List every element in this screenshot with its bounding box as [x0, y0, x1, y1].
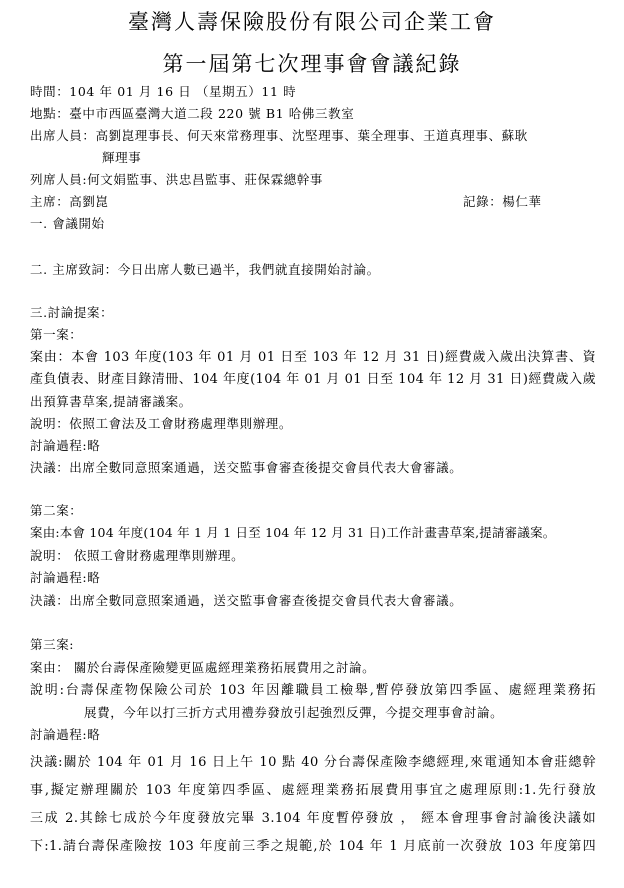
case3-resolution-2: 事,擬定辦理關於 103 年度第四季區、處經理業務拓展費用事宜之處理原則:1.先行發放: [30, 783, 596, 798]
section-1: 一. 會議開始: [30, 216, 105, 231]
case2-resolution: 決議：出席全數同意照案通過，送交監事會審查後提交會員代表大會審議。: [30, 593, 463, 608]
case2-process: 討論過程:略: [30, 570, 101, 585]
case3-resolution-1: 決議:關於 104 年 01 月 16 日上午 10 點 40 分台壽保產險李總經理,來電通知本會莊總幹: [30, 755, 596, 770]
case3-heading: 第三案:: [30, 637, 75, 652]
case2-reason: 案由:本會 104 年度(104 年 1 月 1 日至 104 年 12 月 31 日)工作計畫書草案,提請審議案。: [30, 525, 556, 540]
org-title: 臺灣人壽保險股份有限公司企業工會: [128, 10, 496, 34]
case3-resolution-4: 下:1.請台壽保產險按 103 年度前三季之規範,於 104 年 1 月底前一次發放 103 年度第四: [30, 839, 596, 854]
observers-line: 列席人員:何文娟監事、洪忠昌監事、莊保霖總幹事: [30, 172, 324, 187]
chair-line: 主席：高劉崑: [30, 194, 109, 209]
case3-resolution-3: 三成 2.其餘七成於今年度發放完畢 3.104 年度暫停發放 ， 經本會理事會討論後決議如: [30, 811, 596, 826]
case1-reason-3: 出預算書草案,提請審議案。: [30, 394, 192, 409]
section-3: 三.討論提案：: [30, 305, 114, 320]
case1-process: 討論過程:略: [30, 438, 101, 453]
case3-explain-2: 展費，今年以打三折方式用禮券發放引起強烈反彈，今提交理事會討論。: [84, 705, 504, 720]
case1-reason-1: 案由：本會 103 年度(103 年 01 月 01 日至 103 年 12 月 31 日)經費歲入歲出決算書、資: [30, 350, 596, 365]
case3-process: 討論過程:略: [30, 727, 101, 742]
case1-heading: 第一案：: [30, 327, 83, 342]
meeting-title: 第一屆第七次理事會會議紀錄: [162, 52, 462, 76]
case2-heading: 第二案：: [30, 503, 83, 518]
meeting-place: 地點：臺中市西區臺灣大道二段 220 號 B1 哈佛三教室: [30, 106, 355, 121]
meeting-time: 時間：104 年 01 月 16 日 （星期五）11 時: [30, 84, 297, 99]
recorder-line: 記錄：楊仁華: [463, 194, 542, 209]
case1-resolution: 決議：出席全數同意照案通過，送交監事會審查後提交會員代表大會審議。: [30, 460, 463, 475]
case1-reason-2: 產負債表、財產目錄清冊、104 年度(104 年 01 月 01 日至 104 年 12 月 31 日)經費歲入歲: [30, 372, 596, 387]
case3-reason: 案由： 關於台壽保產險變更區處經理業務拓展費用之討論。: [30, 660, 376, 675]
case1-explain: 說明：依照工會法及工會財務處理準則辦理。: [30, 416, 293, 431]
case3-explain-1: 說明:台壽保產物保險公司於 103 年因離職員工檢舉,暫停發放第四季區、處經理業務拓: [30, 683, 596, 698]
case2-explain: 說明： 依照工會財務處理準則辦理。: [30, 548, 245, 563]
attendees-line-2: 輝理事: [102, 150, 142, 165]
section-2: 二. 主席致詞：今日出席人數已過半，我們就直接開始討論。: [30, 262, 380, 277]
attendees-line-1: 出席人員：高劉崑理事長、何天來常務理事、沈堅理事、葉全理事、王道真理事、蘇耿: [30, 128, 528, 143]
